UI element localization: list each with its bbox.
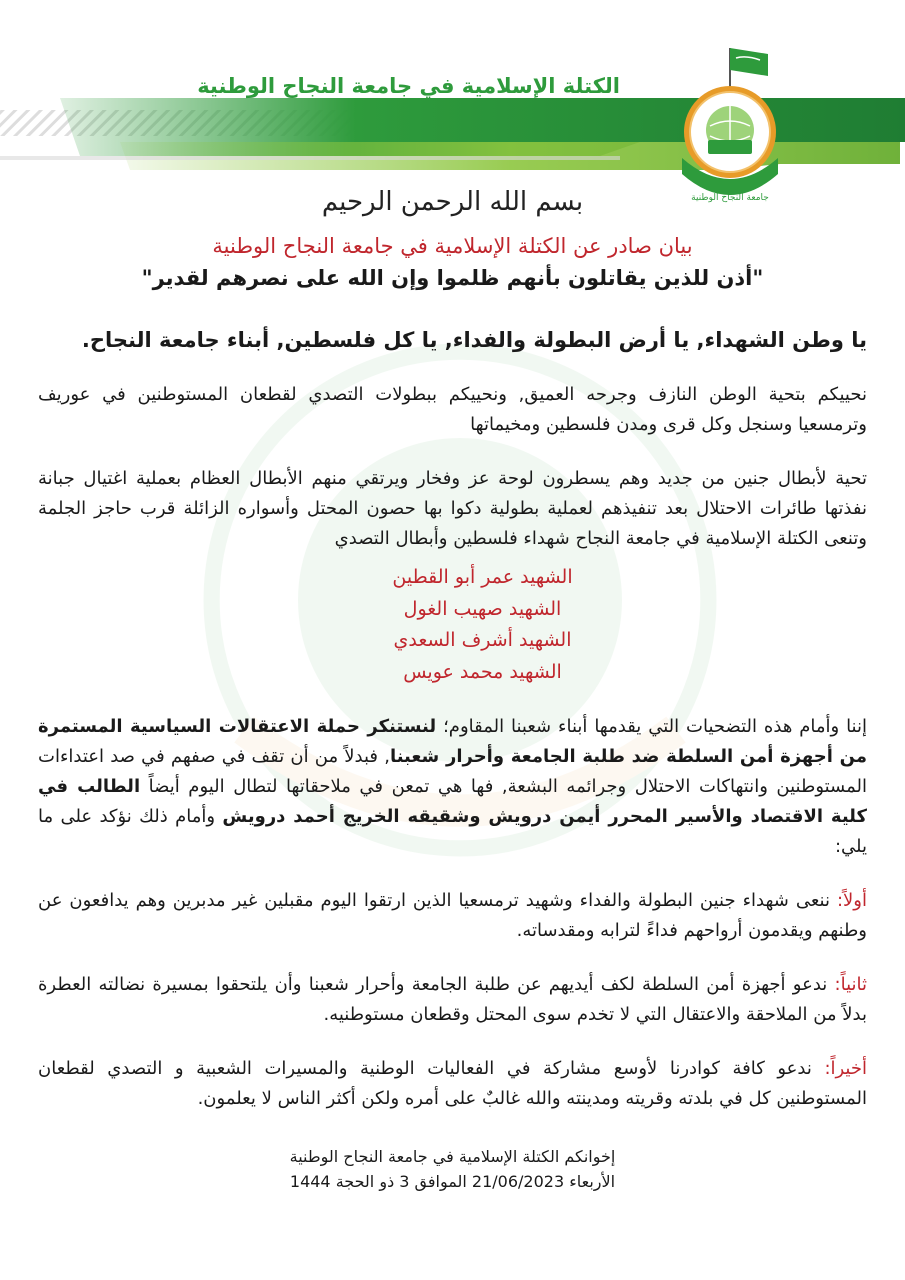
paragraph-greetings: نحييكم بتحية الوطن النازف وجرحه العميق, ونحييكم ببطولات التصدي لقطعان المستوطنين في عوريف وترمسعيا وسنجل وكل قرى ومدن فلسطين ومخيماتها [38, 384, 867, 435]
arrests-body: , فبدلاً من أن تقف في صفهم في صد اعتداءات المستوطنين وانتهاكات الاحتلال وجرائمه البشعة, فها هي تمعن في ملاحقاتها لتطال اليوم أيضاً [38, 746, 867, 797]
org-title: الكتلة الإسلامية في جامعة النجاح الوطنية [197, 74, 620, 98]
martyrs-list [38, 562, 867, 688]
martyr-name: الشهيد عمر أبو القطين [392, 566, 573, 588]
statement-date: الأربعاء 21/06/2023 الموافق 3 ذو الحجة 1444 [289, 1172, 616, 1191]
martyr-name: الشهيد محمد عويس [403, 660, 562, 683]
greeting: يا وطن الشهداء, يا أرض البطولة والفداء, يا كل فلسطين, أبناء جامعة النجاح. [81, 328, 867, 352]
logo-caption: جامعة النجاح الوطنية [691, 193, 769, 203]
quran-verse: "أذن للذين يقاتلون بأنهم ظلموا وإن الله على نصرهم لقدير" [141, 266, 764, 290]
point-second [38, 970, 867, 1030]
arrests-outro: وأمام ذلك نؤكد على ما يلي: [38, 806, 867, 857]
point-first [38, 886, 867, 946]
paragraph-arrests [38, 712, 867, 862]
basmala: بسم الله الرحمن الرحيم [321, 187, 584, 217]
point-label: أولاً: [836, 890, 867, 911]
point-label: أخيراً: [824, 1058, 867, 1079]
point-text: ندعو كافة كوادرنا لأوسع مشاركة في الفعاليات الوطنية والمسيرات الشعبية و التصدي لقطعان المستوطنين كل في بلدته وقريته ومدينته والله غالبٌ على أمره ولكن أكثر الناس لا يعلمون. [38, 1058, 867, 1109]
signature: إخوانكم الكتلة الإسلامية في جامعة النجاح الوطنية [289, 1147, 616, 1166]
point-text: ننعى شهداء جنين البطولة والفداء وشهيد ترمسعيا الذين ارتقوا اليوم مقبلين غير مدبرين وهم يدافعون عن وطنهم ويقدمون أرواحهم فداءً لترابه ومقدساته. [38, 890, 867, 941]
point-text: ندعو أجهزة أمن السلطة لكف أيديهم عن طلبة الجامعة وأحرار شعبنا وأن يلتحقوا بمسيرة نضالته العطرة بدلاً من الملاحقة والاعتقال التي لا تخدم سوى المحتل وقطعان مستوطنيه. [38, 974, 867, 1025]
flag-icon [730, 48, 768, 76]
martyr-name: الشهيد أشرف السعدي [393, 629, 572, 651]
martyr-name: الشهيد صهيب الغول [403, 597, 562, 620]
point-last [38, 1054, 867, 1114]
statement-footer [38, 1144, 867, 1194]
paragraph-jenin: تحية لأبطال جنين من جديد وهم يسطرون لوحة عز وفخار ويرتقي منهم الأبطال العظام بعملية اغتيال جبانة نفذتها طائرات الاحتلال بعد تنفيذهم لعملية بطولية دكوا بها حصون المحتل وأسواره الزائلة قرب حاجز الجلمة وتنعى الكتلة الإسلامية في جامعة النجاح شهداء فلسطين وأبطال التصدي [38, 468, 867, 549]
statement-body [38, 178, 867, 1194]
arrests-names: الطالب في كلية الاقتصاد والأسير المحرر أيمن درويش وشقيقه الخريج أحمد درويش [38, 776, 867, 827]
point-label: ثانياً: [834, 974, 867, 995]
statement-title: بيان صادر عن الكتلة الإسلامية في جامعة النجاح الوطنية [212, 234, 693, 258]
arrests-condemn: لنستنكر حملة الاعتقالات السياسية المستمرة من أجهزة أمن السلطة ضد طلبة الجامعة وأحرار شعبنا [38, 716, 867, 767]
arrests-intro: إننا وأمام هذه التضحيات التي يقدمها أبناء شعبنا المقاوم؛ [436, 716, 867, 737]
